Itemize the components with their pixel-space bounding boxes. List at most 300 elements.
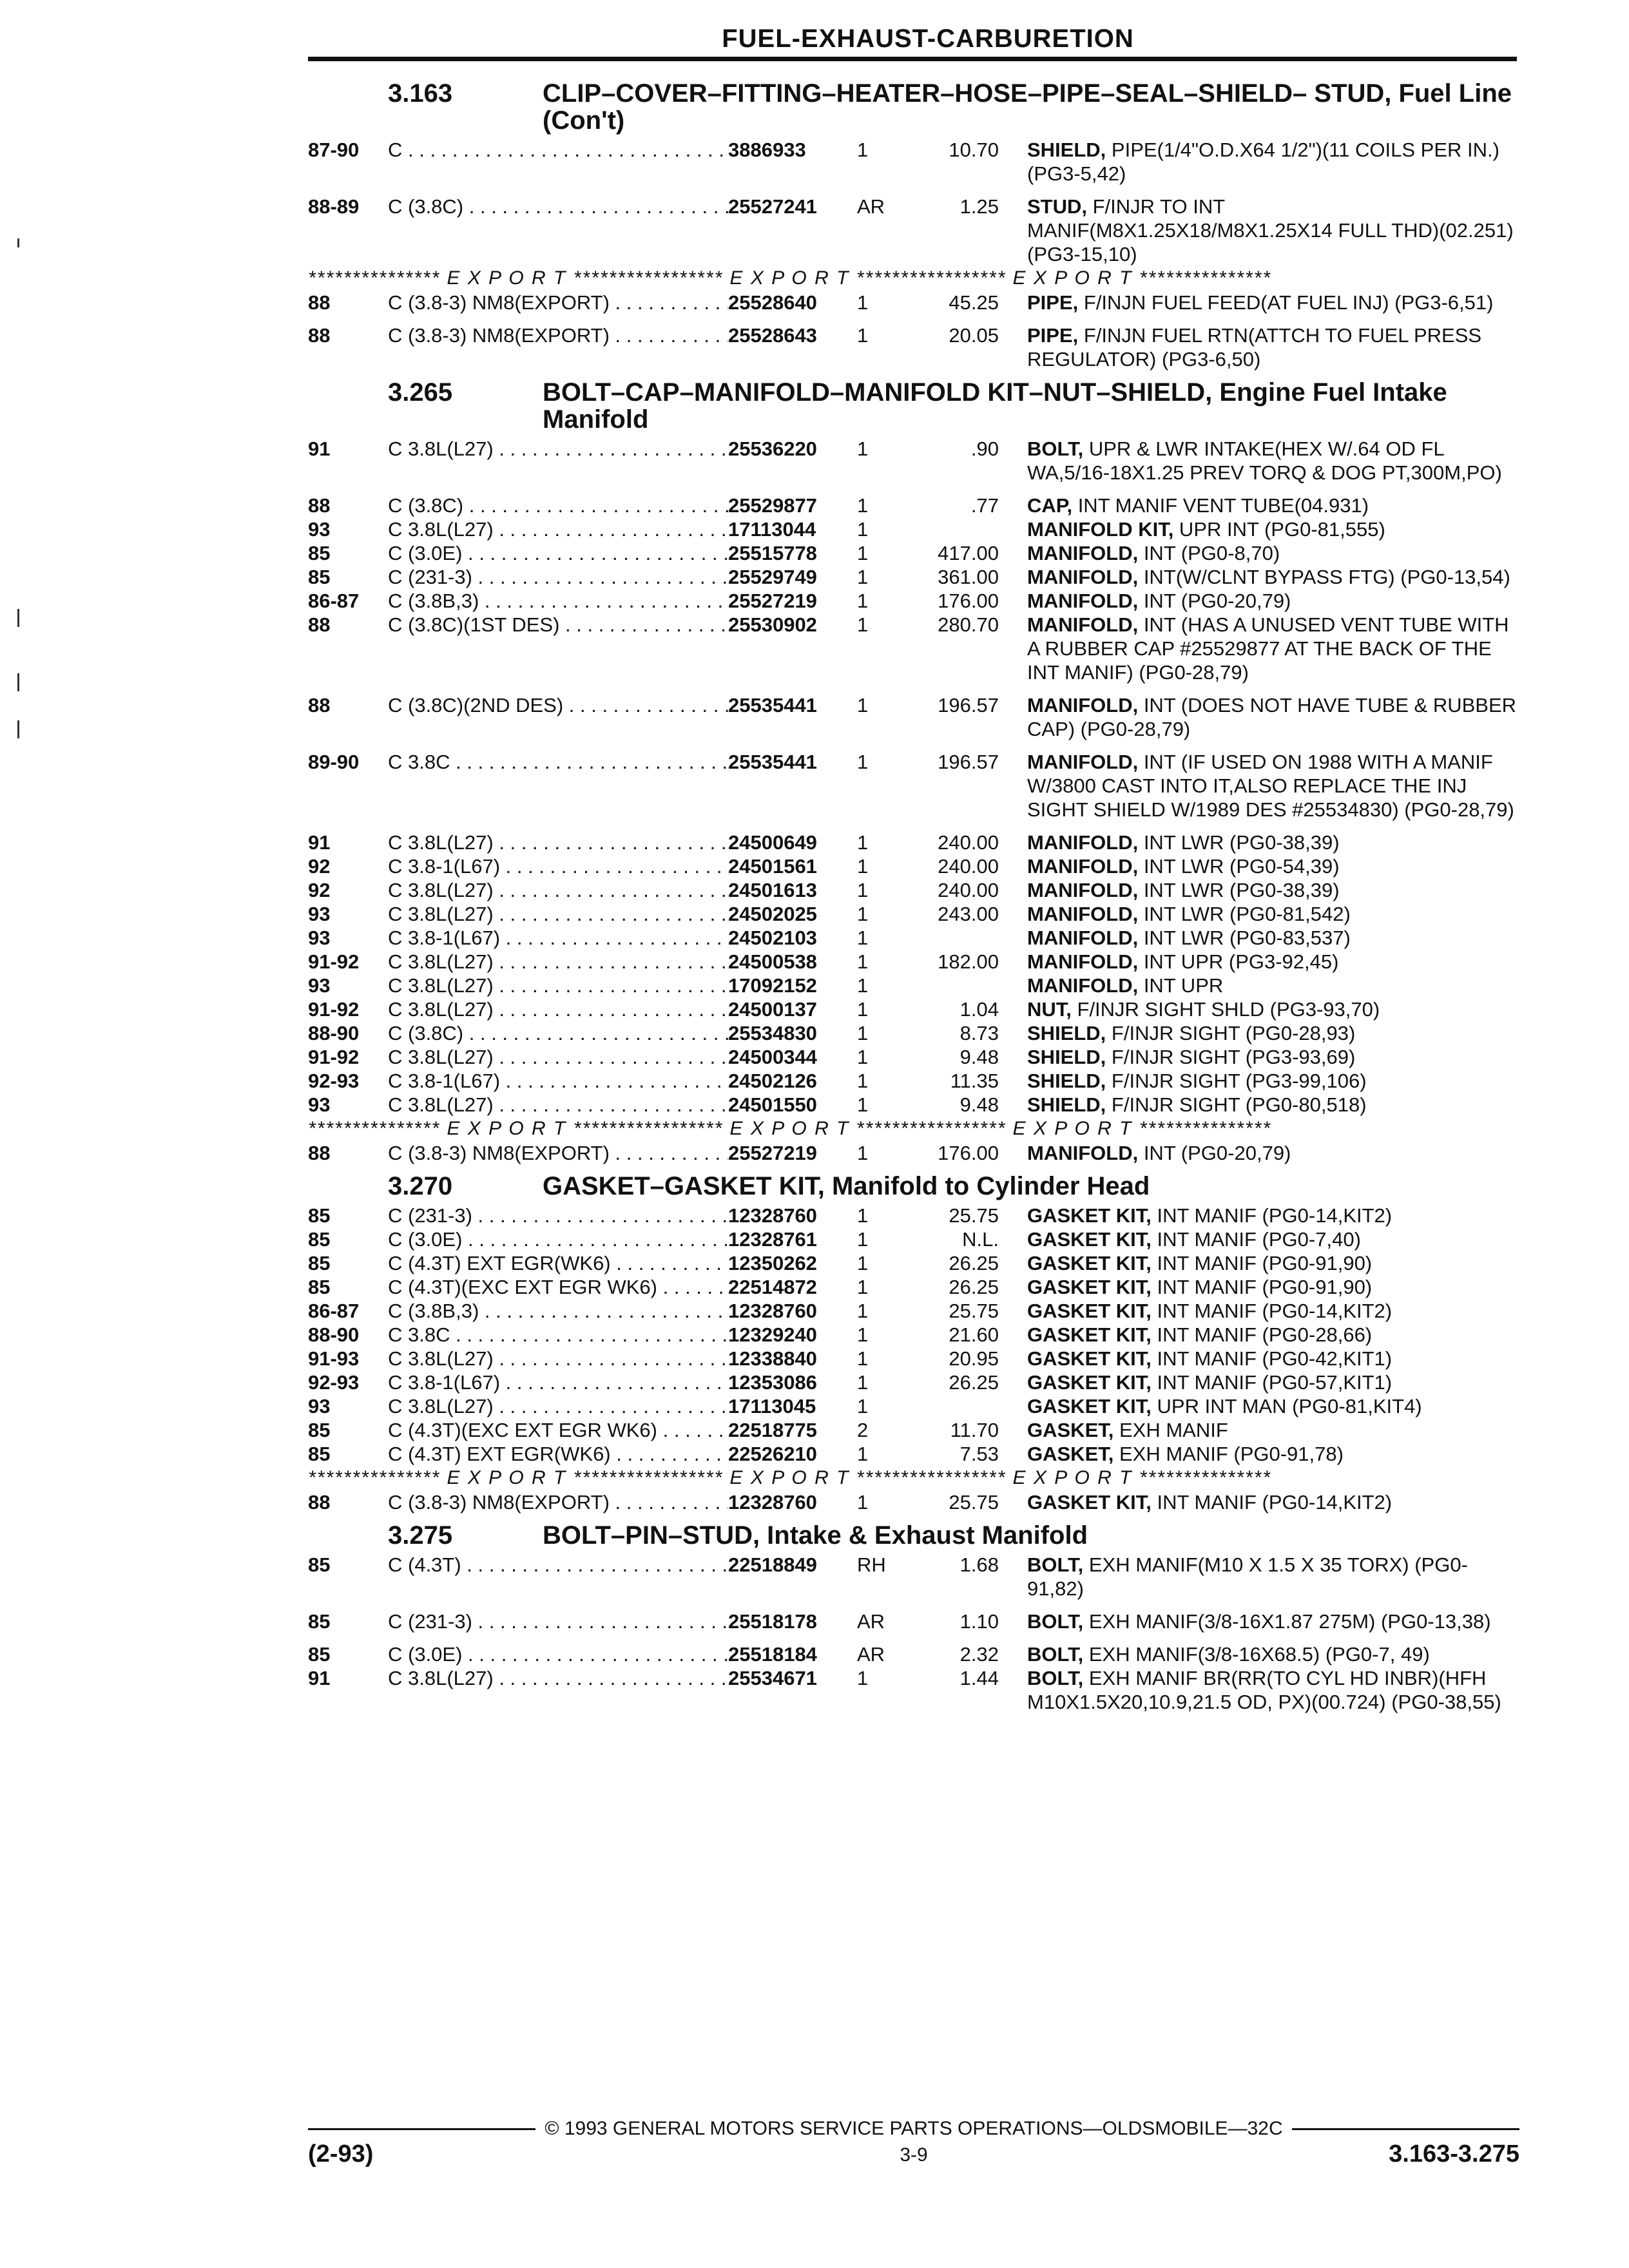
quantity: 1 [857, 1667, 869, 1689]
quantity: 1 [857, 1142, 869, 1164]
model-year: 91-92 [308, 1046, 360, 1068]
part-row [308, 1021, 1519, 1045]
part-row [308, 950, 1519, 974]
part-number: 12338840 [728, 1347, 817, 1370]
part-row [308, 1069, 1519, 1093]
model-year: 85 [308, 1643, 331, 1666]
part-description [1027, 831, 1519, 854]
part-name: MANIFOLD, [1027, 751, 1139, 773]
part-number: 25518178 [728, 1610, 817, 1633]
part-description [1027, 1251, 1519, 1275]
part-row [308, 437, 1519, 485]
row-spacer [308, 822, 1519, 831]
application: C (231-3) . . . [388, 1204, 728, 1227]
part-row [308, 1227, 1519, 1251]
price: 10.70 [949, 139, 999, 161]
model-year: 91-92 [308, 950, 360, 973]
part-detail: INT MANIF (PG0-14,KIT2) [1151, 1300, 1393, 1322]
part-row [308, 1093, 1519, 1117]
part-name: PIPE, [1027, 291, 1079, 314]
part-detail: INT MANIF (PG0-7,40) [1151, 1228, 1361, 1251]
part-number: 22518775 [728, 1419, 817, 1441]
part-detail: F/INJN FUEL FEED(AT FUEL INJ) (PG3-6,51) [1078, 291, 1494, 314]
application: C (4.3T) EXT EGR(WK6) . . . [388, 1251, 728, 1275]
quantity: 1 [857, 494, 869, 517]
part-detail: F/INJR TO INT MANIF(M8X1.25X18/M8X1.25X14 FULL THD)(02.251) (PG3-15,10) [1027, 195, 1514, 265]
part-detail: INT LWR (PG0-38,39) [1138, 879, 1340, 901]
part-detail: INT MANIF (PG0-57,KIT1) [1151, 1371, 1393, 1394]
model-year: 89-90 [308, 751, 360, 773]
part-name: MANIFOLD, [1027, 542, 1139, 564]
header-rule [308, 57, 1517, 61]
part-description [1027, 878, 1519, 902]
model-year: 88 [308, 494, 331, 517]
part-description [1027, 1490, 1519, 1514]
part-number: 24501550 [728, 1093, 817, 1116]
part-detail: EXH MANIF(3/8-16X1.87 275M) (PG0-13,38) [1083, 1610, 1491, 1633]
footer-rule-left [308, 2128, 535, 2130]
part-number: 12328760 [728, 1491, 817, 1514]
part-name: GASKET KIT, [1027, 1395, 1152, 1418]
application: C 3.8L(L27) . . . [388, 997, 728, 1021]
part-row [308, 565, 1519, 589]
part-name: MANIFOLD, [1027, 694, 1139, 716]
part-row [308, 1553, 1519, 1600]
price: 1.44 [959, 1667, 999, 1689]
price: 11.70 [950, 1419, 999, 1441]
part-row [308, 831, 1519, 854]
price: 196.57 [938, 694, 999, 716]
part-detail: EXH MANIF(3/8-16X68.5) (PG0-7, 49) [1083, 1643, 1430, 1666]
model-year: 85 [308, 1610, 331, 1633]
application: C 3.8-1(L67) . . . [388, 926, 728, 950]
section-heading [308, 80, 1519, 134]
part-detail: F/INJR SIGHT (PG0-80,518) [1106, 1093, 1367, 1116]
price: 243.00 [938, 903, 999, 925]
quantity: 1 [857, 694, 869, 716]
price: 8.73 [959, 1022, 999, 1044]
part-number: 24502126 [728, 1070, 817, 1092]
part-description [1027, 1370, 1519, 1394]
quantity: 1 [857, 1070, 869, 1092]
model-year: 85 [308, 1419, 331, 1441]
part-number: 12350262 [728, 1252, 817, 1274]
application: C (4.3T)(EXC EXT EGR WK6) . . . [388, 1418, 728, 1442]
quantity: 1 [857, 613, 869, 636]
price: 196.57 [938, 751, 999, 773]
part-description [1027, 902, 1519, 926]
part-description [1027, 1275, 1519, 1299]
model-year: 85 [308, 566, 331, 588]
model-year: 88 [308, 1142, 331, 1164]
model-year: 87-90 [308, 139, 360, 161]
part-row [308, 517, 1519, 541]
quantity: RH [857, 1553, 886, 1576]
part-description [1027, 1299, 1519, 1323]
part-row [308, 195, 1519, 266]
model-year: 93 [308, 1395, 331, 1418]
part-detail: INT MANIF (PG0-14,KIT2) [1151, 1204, 1393, 1227]
part-detail: INT MANIF (PG0-14,KIT2) [1151, 1491, 1393, 1514]
price: 9.48 [959, 1093, 999, 1116]
application: C (3.8-3) NM8(EXPORT) . . . [388, 323, 728, 371]
price: 1.68 [959, 1553, 999, 1576]
part-name: GASKET KIT, [1027, 1204, 1152, 1227]
price: .90 [970, 437, 999, 460]
part-description [1027, 517, 1519, 541]
quantity: 1 [857, 903, 869, 925]
quantity: 1 [857, 566, 869, 588]
model-year: 91 [308, 437, 331, 460]
application: C 3.8L(L27) . . . [388, 950, 728, 974]
application: C (3.0E) . . . [388, 1642, 728, 1666]
application: C 3.8L(L27) . . . [388, 1093, 728, 1117]
price: 240.00 [938, 879, 999, 901]
part-name: MANIFOLD KIT, [1027, 518, 1174, 541]
section-heading [308, 379, 1519, 433]
price: 20.05 [949, 324, 999, 347]
part-detail: F/INJR SIGHT SHLD (PG3-93,70) [1071, 998, 1380, 1021]
price: 21.60 [949, 1323, 999, 1346]
margin-mark [17, 720, 19, 738]
part-detail: INT MANIF (PG0-42,KIT1) [1151, 1347, 1393, 1370]
export-divider: *************** E X P O R T ***************** E X P O R T ***************** E X P O R T *************** [308, 267, 1271, 289]
part-name: MANIFOLD, [1027, 1142, 1139, 1164]
footer-date: (2-93) [308, 2140, 374, 2167]
part-number: 25528640 [728, 291, 817, 314]
price: 240.00 [938, 855, 999, 878]
model-year: 92 [308, 855, 331, 878]
part-name: GASKET, [1027, 1419, 1114, 1441]
part-detail: INT (PG0-20,79) [1138, 590, 1291, 612]
part-detail: INT LWR (PG0-38,39) [1138, 831, 1340, 854]
part-detail: F/INJN FUEL RTN(ATTCH TO FUEL PRESS REGULATOR) (PG3-6,50) [1027, 324, 1482, 370]
part-row [308, 1418, 1519, 1442]
part-name: GASKET KIT, [1027, 1347, 1152, 1370]
application: C 3.8L(L27) . . . [388, 831, 728, 854]
model-year: 88 [308, 694, 331, 716]
quantity: 1 [857, 1491, 869, 1514]
part-name: MANIFOLD, [1027, 879, 1139, 901]
footer-section-range: 3.163-3.275 [1389, 2140, 1519, 2167]
price: N.L. [962, 1228, 999, 1251]
application: C 3.8-1(L67) . . . [388, 1069, 728, 1093]
section-number: 3.275 [388, 1521, 453, 1550]
part-description [1027, 589, 1519, 613]
part-detail: PIPE(1/4"O.D.X64 1/2")(11 COILS PER IN.) (PG3-5,42) [1027, 139, 1499, 185]
part-number: 25536220 [728, 437, 817, 460]
section-number: 3.265 [388, 378, 453, 407]
part-name: GASKET KIT, [1027, 1323, 1152, 1346]
part-description [1027, 750, 1519, 822]
model-year: 85 [308, 542, 331, 564]
model-year: 88 [308, 324, 331, 347]
part-name: MANIFOLD, [1027, 590, 1139, 612]
part-number: 22518849 [728, 1553, 817, 1576]
page-footer [308, 2140, 1519, 2173]
part-number: 17092152 [728, 974, 817, 997]
part-number: 12328760 [728, 1204, 817, 1227]
part-name: MANIFOLD, [1027, 950, 1139, 973]
part-detail: INT MANIF (PG0-91,90) [1151, 1276, 1373, 1298]
part-detail: INT (PG0-20,79) [1138, 1142, 1291, 1164]
part-number: 25530902 [728, 613, 817, 636]
quantity: 1 [857, 590, 869, 612]
price: 26.25 [949, 1371, 999, 1394]
model-year: 92-93 [308, 1371, 360, 1394]
part-description [1027, 1442, 1519, 1466]
quantity: 1 [857, 1022, 869, 1044]
part-detail: EXH MANIF(M10 X 1.5 X 35 TORX) (PG0-91,82) [1027, 1553, 1468, 1600]
section-heading [308, 1522, 1519, 1549]
part-number: 3886933 [728, 139, 806, 161]
part-number: 24500137 [728, 998, 817, 1021]
part-row [308, 494, 1519, 517]
part-name: MANIFOLD, [1027, 831, 1139, 854]
model-year: 86-87 [308, 1300, 360, 1322]
part-detail: INT (DOES NOT HAVE TUBE & RUBBER CAP) (PG0-28,79) [1027, 694, 1517, 740]
part-name: MANIFOLD, [1027, 613, 1139, 636]
part-name: GASKET KIT, [1027, 1252, 1152, 1274]
part-number: 24500649 [728, 831, 817, 854]
part-row [308, 1442, 1519, 1466]
part-description [1027, 997, 1519, 1021]
part-detail: UPR & LWR INTAKE(HEX W/.64 OD FL WA,5/16-18X1.25 PREV TORQ & DOG PT,300M,PO) [1027, 437, 1502, 484]
parts-listing [308, 72, 1519, 1714]
part-row [308, 1666, 1519, 1714]
model-year: 93 [308, 974, 331, 997]
section-title: CLIP–COVER–FITTING–HEATER–HOSE–PIPE–SEAL–SHIELD– STUD, Fuel Line (Con't) [543, 79, 1512, 135]
quantity: 1 [857, 998, 869, 1021]
application: C 3.8L(L27) . . . [388, 1045, 728, 1069]
part-name: MANIFOLD, [1027, 974, 1139, 997]
application: C (3.0E) . . . [388, 1227, 728, 1251]
model-year: 93 [308, 903, 331, 925]
application: C (3.8-3) NM8(EXPORT) . . . [388, 291, 728, 314]
part-row [308, 1347, 1519, 1370]
price: 1.04 [959, 998, 999, 1021]
row-spacer [308, 186, 1519, 195]
application: C 3.8L(L27) . . . [388, 1394, 728, 1418]
part-row [308, 1045, 1519, 1069]
row-spacer [308, 684, 1519, 693]
application: C (3.8-3) NM8(EXPORT) . . . [388, 1141, 728, 1165]
part-number: 12353086 [728, 1371, 817, 1394]
part-description [1027, 974, 1519, 997]
section-heading [308, 1173, 1519, 1200]
part-row [308, 1610, 1519, 1633]
part-description [1027, 1553, 1519, 1600]
part-detail: EXH MANIF BR(RR(TO CYL HD INBR)(HFH M10X1.5X20,10.9,21.5 OD, PX)(00.724) (PG0-38,55) [1027, 1667, 1501, 1713]
application: C 3.8C . . . [388, 750, 728, 822]
part-detail: INT(W/CLNT BYPASS FTG) (PG0-13,54) [1138, 566, 1510, 588]
model-year: 88-90 [308, 1022, 360, 1044]
row-spacer [308, 1633, 1519, 1642]
quantity: 1 [857, 974, 869, 997]
price: 7.53 [959, 1443, 999, 1465]
model-year: 88 [308, 1491, 331, 1514]
part-detail: F/INJR SIGHT (PG3-99,106) [1106, 1070, 1367, 1092]
section-title: GASKET–GASKET KIT, Manifold to Cylinder Head [543, 1172, 1150, 1200]
row-spacer [308, 314, 1519, 323]
application: C 3.8C . . . [388, 1323, 728, 1347]
part-number: 25515778 [728, 542, 817, 564]
part-number: 25528643 [728, 324, 817, 347]
part-description [1027, 291, 1519, 314]
model-year: 92-93 [308, 1070, 360, 1092]
model-year: 85 [308, 1252, 331, 1274]
part-name: BOLT, [1027, 1667, 1084, 1689]
part-name: GASKET KIT, [1027, 1276, 1152, 1298]
part-description [1027, 541, 1519, 565]
part-row [308, 1251, 1519, 1275]
model-year: 93 [308, 518, 331, 541]
quantity: 1 [857, 1395, 869, 1418]
price [915, 974, 1027, 997]
part-description [1027, 1141, 1519, 1165]
quantity: 1 [857, 1443, 869, 1465]
section-title: BOLT–PIN–STUD, Intake & Exhaust Manifold [543, 1521, 1088, 1550]
part-detail: INT MANIF (PG0-28,66) [1151, 1323, 1373, 1346]
quantity: 1 [857, 855, 869, 878]
model-year: 91-92 [308, 998, 360, 1021]
part-row [308, 693, 1519, 741]
quantity: 1 [857, 1323, 869, 1346]
part-row [308, 1299, 1519, 1323]
part-number: 22514872 [728, 1276, 817, 1298]
part-description [1027, 437, 1519, 485]
model-year: 93 [308, 1093, 331, 1116]
quantity: AR [857, 1643, 885, 1666]
price: 361.00 [938, 566, 999, 588]
model-year: 92 [308, 879, 331, 901]
part-name: SHIELD, [1027, 139, 1106, 161]
part-description [1027, 1204, 1519, 1227]
section-number: 3.163 [388, 79, 453, 108]
part-description [1027, 138, 1519, 186]
model-year: 85 [308, 1204, 331, 1227]
application: C (3.8C) . . . [388, 1021, 728, 1045]
part-description [1027, 1418, 1519, 1442]
part-name: CAP, [1027, 494, 1073, 517]
part-detail: F/INJR SIGHT (PG0-28,93) [1106, 1022, 1356, 1044]
part-description [1027, 1642, 1519, 1666]
part-row [308, 589, 1519, 613]
price: 11.35 [950, 1070, 999, 1092]
model-year: 86-87 [308, 590, 360, 612]
application: C . . . [388, 138, 728, 186]
quantity: AR [857, 195, 885, 218]
quantity: 1 [857, 879, 869, 901]
part-description [1027, 854, 1519, 878]
model-year: 91 [308, 1667, 331, 1689]
model-year: 91-93 [308, 1347, 360, 1370]
part-row [308, 1394, 1519, 1418]
part-row [308, 878, 1519, 902]
part-row [308, 974, 1519, 997]
price: 20.95 [949, 1347, 999, 1370]
application: C 3.8-1(L67) . . . [388, 1370, 728, 1394]
part-description [1027, 950, 1519, 974]
part-number: 24501613 [728, 879, 817, 901]
part-number: 25529749 [728, 566, 817, 588]
application: C (4.3T) . . . [388, 1553, 728, 1600]
application: C 3.8L(L27) . . . [388, 878, 728, 902]
price: 25.75 [949, 1300, 999, 1322]
part-number: 22526210 [728, 1443, 817, 1465]
part-number: 25535441 [728, 694, 817, 716]
application: C 3.8L(L27) . . . [388, 437, 728, 485]
quantity: 1 [857, 1252, 869, 1274]
quantity: 1 [857, 139, 869, 161]
part-row [308, 1642, 1519, 1666]
quantity: 1 [857, 1276, 869, 1298]
part-detail: UPR INT (PG0-81,555) [1173, 518, 1385, 541]
footer-copyright: © 1993 GENERAL MOTORS SERVICE PARTS OPERATIONS—OLDSMOBILE—32C [545, 2118, 1283, 2139]
section-title: BOLT–CAP–MANIFOLD–MANIFOLD KIT–NUT–SHIELD, Engine Fuel Intake Manifold [543, 378, 1447, 434]
part-detail: INT MANIF (PG0-91,90) [1151, 1252, 1373, 1274]
part-number: 24501561 [728, 855, 817, 878]
application: C (3.8C) . . . [388, 494, 728, 517]
part-row [308, 1141, 1519, 1165]
part-description [1027, 1227, 1519, 1251]
part-row [308, 1275, 1519, 1299]
quantity: 1 [857, 1228, 869, 1251]
part-name: GASKET KIT, [1027, 1300, 1152, 1322]
price: 45.25 [949, 291, 999, 314]
part-number: 24502103 [728, 927, 817, 949]
quantity: 1 [857, 1093, 869, 1116]
quantity: 1 [857, 1347, 869, 1370]
part-number: 12329240 [728, 1323, 817, 1346]
price: 240.00 [938, 831, 999, 854]
quantity: 1 [857, 950, 869, 973]
quantity: 1 [857, 831, 869, 854]
model-year: 93 [308, 927, 331, 949]
part-description [1027, 1666, 1519, 1714]
model-year: 85 [308, 1228, 331, 1251]
part-name: SHIELD, [1027, 1022, 1106, 1044]
quantity: 1 [857, 751, 869, 773]
part-description [1027, 494, 1519, 517]
part-detail: INT LWR (PG0-54,39) [1138, 855, 1340, 878]
price: 417.00 [938, 542, 999, 564]
part-description [1027, 565, 1519, 589]
row-spacer [308, 741, 1519, 750]
part-number: 24500538 [728, 950, 817, 973]
application: C 3.8-1(L67) . . . [388, 854, 728, 878]
part-row [308, 902, 1519, 926]
part-row [308, 926, 1519, 950]
part-name: MANIFOLD, [1027, 927, 1139, 949]
part-name: GASKET KIT, [1027, 1491, 1152, 1514]
quantity: 1 [857, 324, 869, 347]
price: 26.25 [949, 1276, 999, 1298]
application: C (4.3T)(EXC EXT EGR WK6) . . . [388, 1275, 728, 1299]
footer-page-number: 3-9 [900, 2144, 928, 2166]
model-year: 88 [308, 613, 331, 636]
part-name: SHIELD, [1027, 1046, 1106, 1068]
part-name: GASKET KIT, [1027, 1228, 1152, 1251]
part-number: 12328761 [728, 1228, 817, 1251]
part-number: 25527241 [728, 195, 817, 218]
part-name: SHIELD, [1027, 1093, 1106, 1116]
application: C (231-3) . . . [388, 565, 728, 589]
part-description [1027, 195, 1519, 266]
quantity: 1 [857, 927, 869, 949]
part-description [1027, 1069, 1519, 1093]
part-name: MANIFOLD, [1027, 903, 1139, 925]
